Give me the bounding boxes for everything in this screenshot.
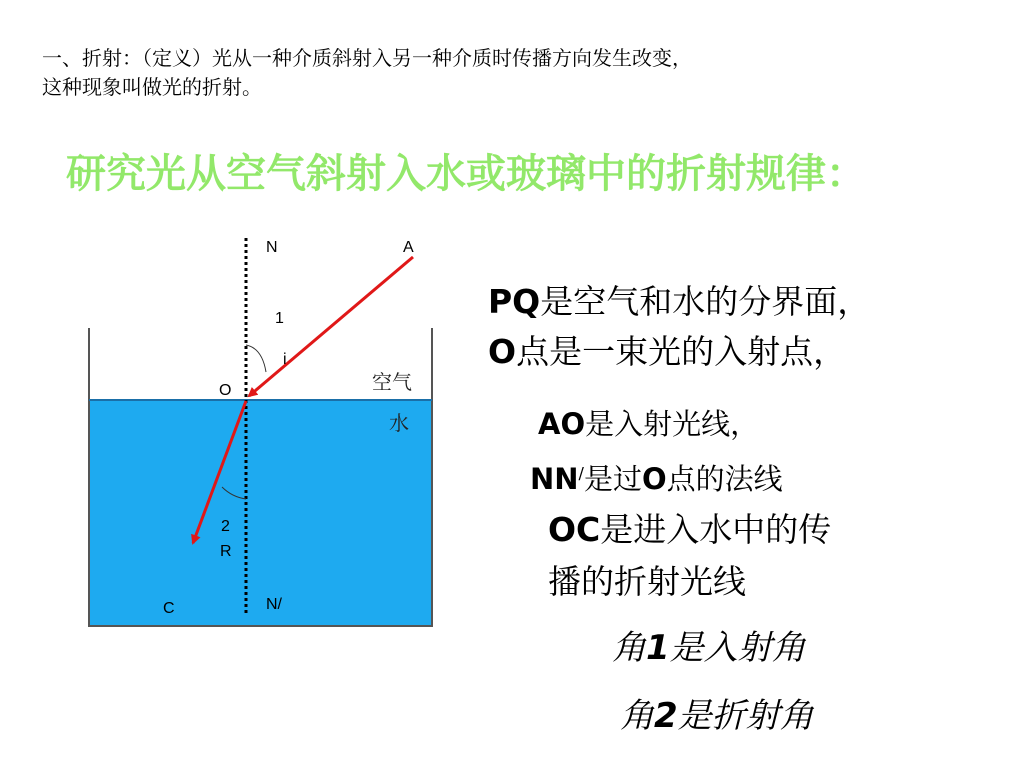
term-nn-prime: /: [578, 463, 584, 483]
term-nn: NN: [530, 462, 579, 496]
term-o: O: [488, 332, 517, 371]
definition-line-1: 一、折射：（定义）光从一种介质斜射入另一种介质时传播方向发生改变，: [42, 46, 692, 70]
angle2-text: 是折射角: [677, 696, 814, 736]
text-nn-1: 是过: [583, 462, 642, 496]
term-ao: AO: [538, 407, 586, 441]
explanation-angle-1: [612, 620, 806, 669]
section-heading: 研究光从空气斜射入水或玻璃中的折射规律：: [66, 151, 866, 197]
term-oc: OC: [548, 510, 601, 549]
explanation-angle-2: [620, 688, 814, 737]
text-nn-2: 点的法线: [666, 462, 783, 496]
angle1-text: 是入射角: [669, 628, 806, 668]
label-n-prime: N/: [266, 596, 282, 613]
label-a: A: [403, 239, 414, 256]
label-c: C: [163, 600, 175, 617]
explanation-pq: [488, 280, 870, 324]
water-body: [89, 399, 432, 625]
label-r: R: [220, 543, 232, 560]
label-n: N: [266, 239, 278, 256]
text-pq: 是空气和水的分界面，: [540, 282, 871, 321]
explanation-o: [488, 330, 846, 374]
angle1-pre: 角: [612, 628, 646, 668]
term-nn-o: O: [641, 462, 667, 496]
term-pq: PQ: [488, 282, 541, 321]
text-ao: 是入射光线，: [585, 407, 760, 441]
explanation-ao: [538, 402, 759, 443]
angle2-pre: 角: [620, 696, 654, 736]
explanation-nn: [530, 457, 783, 498]
explanation-oc-line-2: 播的折射光线: [548, 562, 746, 601]
incident-angle-arc: [246, 345, 266, 372]
label-air: 空气: [372, 370, 412, 394]
text-o: 点是一束光的入射点，: [516, 332, 847, 371]
label-o: O: [219, 382, 232, 399]
label-angle-1: 1: [275, 310, 284, 327]
label-angle-2: 2: [221, 518, 230, 535]
definition-line-2: 这种现象叫做光的折射。: [42, 75, 262, 99]
label-i: i: [283, 351, 287, 368]
angle2-num: 2: [654, 696, 678, 736]
explanation-oc: [548, 508, 831, 552]
label-water: 水: [389, 411, 409, 435]
angle1-num: 1: [646, 628, 670, 668]
text-oc: 是进入水中的传: [600, 510, 832, 549]
